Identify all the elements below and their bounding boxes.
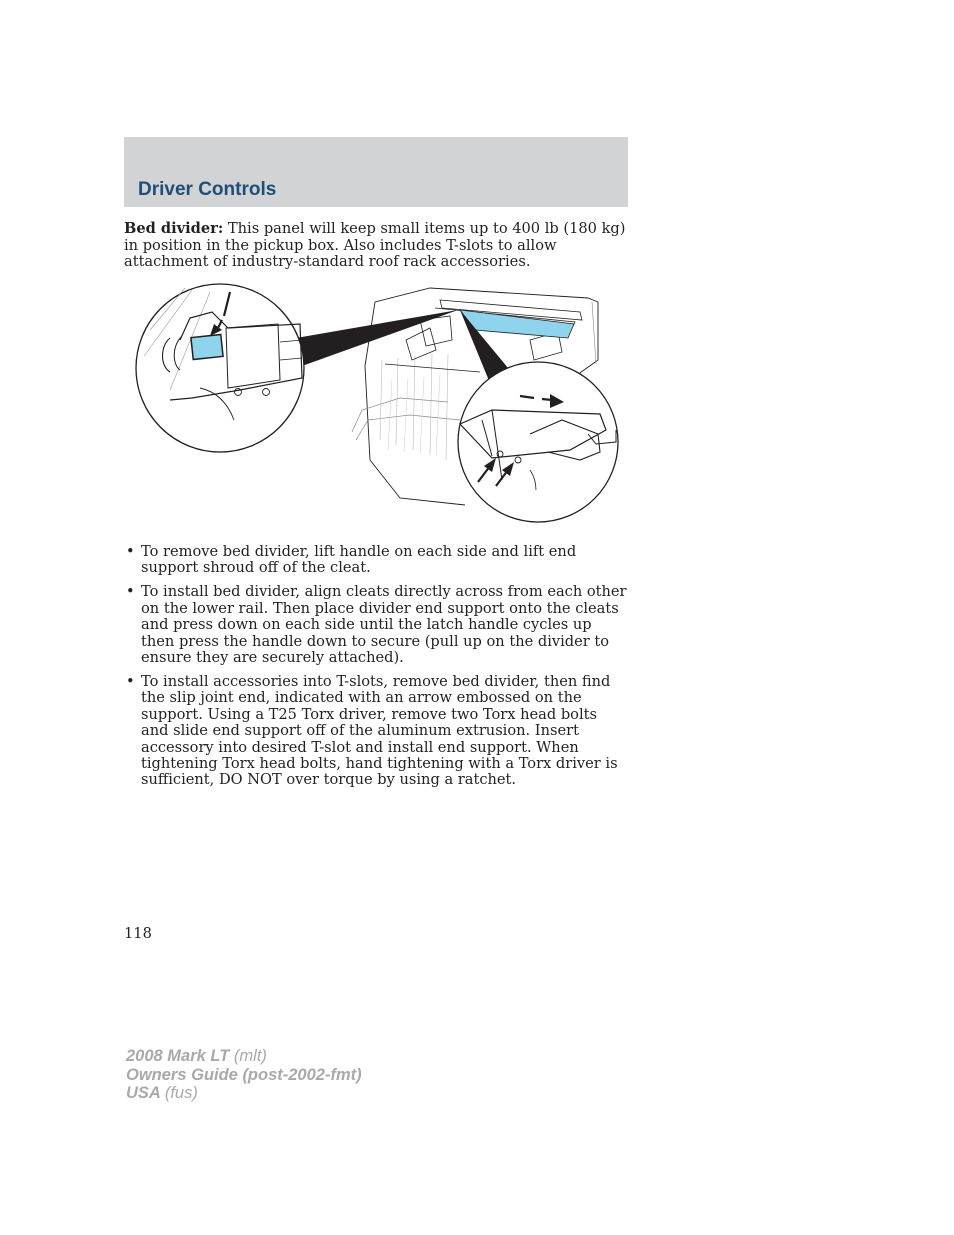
intro-lead: Bed divider: (124, 220, 224, 237)
list-item (124, 544, 628, 577)
footer-line-market (126, 1084, 362, 1103)
page-number: 118 (124, 925, 152, 942)
section-title: Driver Controls (138, 179, 277, 200)
intro-paragraph (124, 221, 628, 271)
footer-guide: Owners Guide (post-2002-fmt) (126, 1065, 362, 1084)
section-header-band (124, 137, 628, 207)
list-item-text: To install accessories into T-slots, remove bed divider, then find the slip joint end, indicated with an arrow embossed on the support. Using a T25 Torx driver, remove two Torx head bolts and slide end support off of the aluminum extrusion. Insert accessory into desired T-slot and install end support. When tightening Torx head bolts, hand tightening with a Torx driver is sufficient, DO NOT over torque by using a ratchet. (141, 673, 618, 789)
document-footer (126, 1047, 362, 1103)
footer-line-model (126, 1047, 362, 1066)
footer-model: 2008 Mark LT (126, 1047, 230, 1065)
bullet-symbol: • (126, 673, 135, 691)
footer-market: USA (126, 1084, 161, 1102)
list-item-text: To remove bed divider, lift handle on each side and lift end support shroud off of the cleat. (141, 543, 577, 577)
bullet-symbol: • (126, 543, 135, 560)
list-item-text: To install bed divider, align cleats directly across from each other on the lower rail. Then place divider end support onto the cleats and press down on each side until the latch handle cycles up then press the handle down to secure (pull up on the divider to ensure they are securely attached). (141, 583, 627, 667)
list-item (124, 674, 628, 789)
bed-divider-illustration (130, 280, 622, 528)
footer-line-guide (126, 1066, 362, 1085)
detail-circle-right (458, 362, 618, 522)
footer-model-code: (mlt) (233, 1047, 267, 1065)
instruction-list (124, 544, 628, 796)
callout-wedge-left (296, 310, 458, 366)
list-item (124, 584, 628, 666)
bullet-symbol: • (126, 583, 135, 601)
intro-text: This panel will keep small items up to 400 lb (180 kg) in position in the pickup box. Also includes T-slots to allow attachment of industry-standard roof rack accessories. (124, 220, 626, 271)
footer-market-code: (fus) (164, 1084, 198, 1102)
detail-circle-left (136, 284, 304, 452)
